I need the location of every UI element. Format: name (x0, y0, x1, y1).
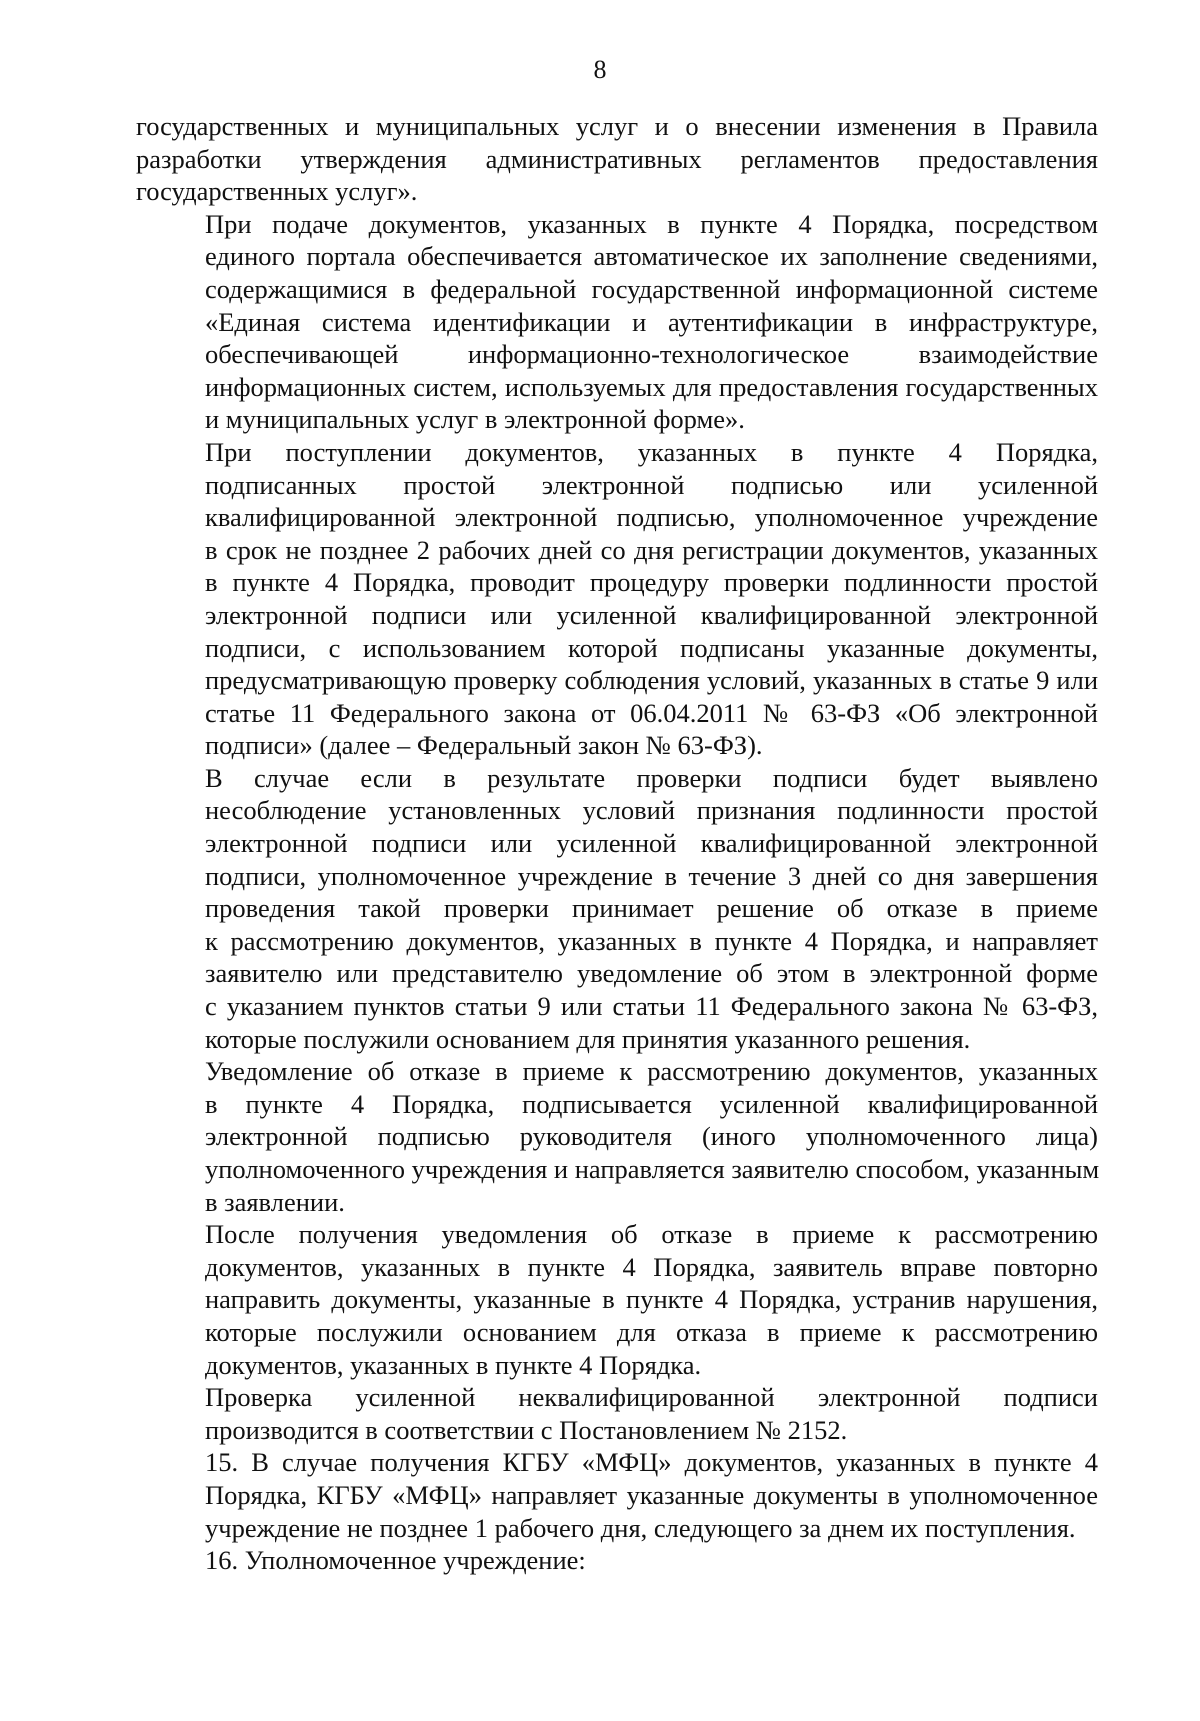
text-line: в заявлении. (205, 1186, 345, 1217)
text-line: 15. В случае получения КГБУ «МФЦ» документов, указанных в пункте 4 (205, 1447, 1098, 1478)
text-line: с указанием пунктов статьи 9 или статьи 11 Федерального закона № 63-ФЗ, (205, 991, 1098, 1022)
text-line: информационных систем, используемых для предоставления государственных (205, 371, 1098, 402)
text-line: содержащимися в федеральной государственной информационной системе (205, 273, 1098, 304)
text-line: направить документы, указанные в пункте 4 Порядка, устранив нарушения, (205, 1284, 1098, 1315)
paragraph (136, 762, 1098, 1055)
text-line: производится в соответствии с Постановлением № 2152. (205, 1414, 848, 1445)
text-line: несоблюдение установленных условий признания подлинности простой (205, 795, 1098, 826)
text-line: в пункте 4 Порядка, проводит процедуру проверки подлинности простой (205, 567, 1098, 598)
page-number: 8 (593, 55, 607, 84)
text-line: государственных и муниципальных услуг и о внесении изменения в Правила (136, 111, 1098, 141)
text-line: электронной подписью руководителя (иного уполномоченного лица) (205, 1121, 1098, 1152)
text-line: 16. Уполномоченное учреждение: (205, 1545, 586, 1576)
text-line: Порядка, КГБУ «МФЦ» направляет указанные документы в уполномоченное (205, 1479, 1098, 1510)
text-line: Проверка усиленной неквалифицированной электронной подписи (205, 1382, 1098, 1413)
paragraph (136, 1446, 1098, 1544)
paragraph (136, 110, 1098, 208)
text-line: После получения уведомления об отказе в приеме к рассмотрению (205, 1219, 1098, 1250)
text-line: государственных услуг». (136, 176, 418, 207)
text-line: квалифицированной электронной подписью, уполномоченное учреждение (205, 502, 1098, 533)
paragraph (136, 1381, 1098, 1446)
text-line: единого портала обеспечивается автоматическое их заполнение сведениями, (205, 241, 1098, 272)
paragraph (136, 1544, 1098, 1577)
text-line: которые послужили основанием для отказа в приеме к рассмотрению (205, 1316, 1098, 1347)
text-line: предусматривающую проверку соблюдения условий, указанных в статье 9 или (205, 665, 1098, 696)
paragraph (136, 208, 1098, 436)
text-line: к рассмотрению документов, указанных в пункте 4 Порядка, и направляет (205, 925, 1098, 956)
paragraph (136, 1055, 1098, 1218)
text-line: заявителю или представителю уведомление об этом в электронной форме (205, 958, 1098, 989)
text-line: В случае если в результате проверки подписи будет выявлено (205, 762, 1098, 793)
paragraph (136, 1218, 1098, 1381)
text-line: уполномоченного учреждения и направляется заявителю способом, указанным (205, 1154, 1100, 1184)
text-line: подписи, уполномоченное учреждение в течение 3 дней со дня завершения (205, 860, 1098, 891)
text-line: проведения такой проверки принимает решение об отказе в приеме (205, 893, 1098, 924)
text-line: статье 11 Федерального закона от 06.04.2011 № 63-ФЗ «Об электронной (205, 697, 1098, 728)
text-line: «Единая система идентификации и аутентификации в инфраструктуре, (205, 306, 1098, 337)
text-line: подписи, с использованием которой подписаны указанные документы, (205, 632, 1098, 663)
text-line: разработки утверждения административных регламентов предоставления (136, 143, 1098, 174)
text-line: документов, указанных в пункте 4 Порядка, заявитель вправе повторно (205, 1251, 1098, 1282)
text-line: подписи» (далее – Федеральный закон № 63-ФЗ). (205, 730, 763, 761)
text-line: При поступлении документов, указанных в пункте 4 Порядка, (205, 436, 1098, 467)
document-body (136, 110, 1098, 1577)
text-line: документов, указанных в пункте 4 Порядка. (205, 1349, 702, 1380)
text-line: электронной подписи или усиленной квалифицированной электронной (205, 599, 1098, 630)
text-line: Уведомление об отказе в приеме к рассмотрению документов, указанных (205, 1056, 1098, 1087)
text-line: и муниципальных услуг в электронной форме». (205, 404, 745, 435)
text-line: в срок не позднее 2 рабочих дней со дня регистрации документов, указанных (205, 534, 1098, 565)
text-line: обеспечивающей информационно-технологическое взаимодействие (205, 339, 1098, 370)
text-line: электронной подписи или усиленной квалифицированной электронной (205, 828, 1098, 859)
paragraph (136, 436, 1098, 762)
text-line: которые послужили основанием для принятия указанного решения. (205, 1023, 971, 1054)
text-line: в пункте 4 Порядка, подписывается усиленной квалифицированной (205, 1088, 1098, 1119)
text-line: учреждение не позднее 1 рабочего дня, следующего за днем их поступления. (205, 1512, 1076, 1543)
text-line: подписанных простой электронной подписью или усиленной (205, 469, 1098, 500)
text-line: При подаче документов, указанных в пункте 4 Порядка, посредством (205, 208, 1098, 239)
